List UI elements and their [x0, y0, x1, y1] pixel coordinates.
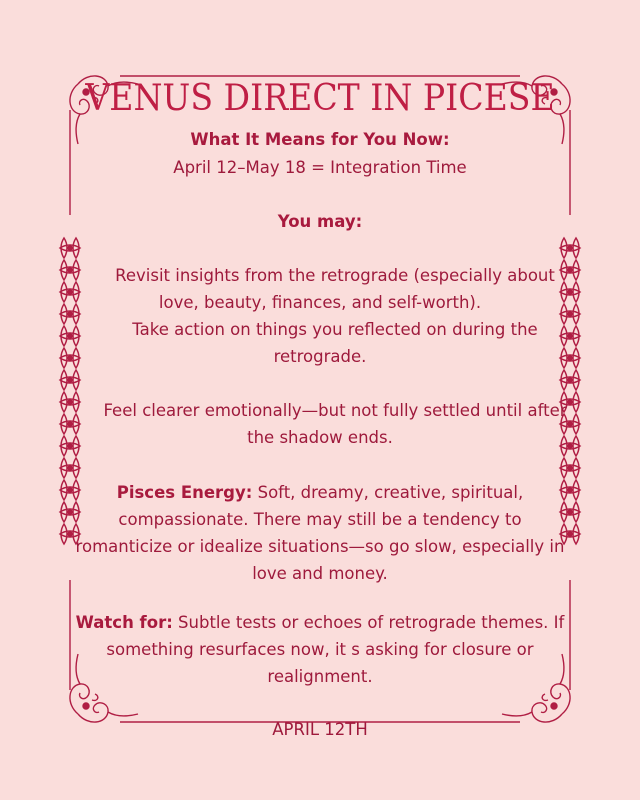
pisces-text-1: Soft, dreamy, creative, spiritual, — [252, 483, 524, 502]
watch-line-1 — [0, 609, 640, 636]
pisces-label: Pisces Energy: — [116, 483, 253, 502]
pisces-line-2: compassionate. There may still be a tendency to — [118, 510, 522, 529]
date-range: April 12–May 18 = Integration Time — [173, 158, 467, 177]
footer-date: APRIL 12TH — [272, 720, 368, 739]
watch-label: Watch for: — [75, 613, 173, 632]
list-item-1-line-2: love, beauty, finances, and self-worth). — [158, 293, 482, 312]
section-heading: What It Means for You Now: — [190, 130, 450, 149]
pisces-line-4: love and money. — [252, 564, 388, 583]
list-item-1-line-1: Revisit insights from the retrograde (especially about — [115, 266, 555, 285]
list-item-2-line-1: Take action on things you reflected on during the — [132, 320, 538, 339]
watch-text-1: Subtle tests or echoes of retrograde themes. If — [172, 613, 565, 632]
you-may-label: You may: — [277, 212, 363, 231]
page-title: VENUS DIRECT IN PICESE — [85, 78, 555, 119]
list-item-2-line-2: retrograde. — [273, 347, 367, 366]
pisces-line-1 — [0, 479, 640, 506]
list-item-3-line-2: the shadow ends. — [247, 428, 393, 447]
pisces-line-3: romanticize or idealize situations—so go slow, especially in — [75, 537, 565, 556]
watch-line-2: something resurfaces now, it s asking for closure or — [106, 640, 534, 659]
watch-line-3: realignment. — [267, 667, 373, 686]
list-item-3-line-1: Feel clearer emotionally—but not fully settled until after — [103, 401, 567, 420]
